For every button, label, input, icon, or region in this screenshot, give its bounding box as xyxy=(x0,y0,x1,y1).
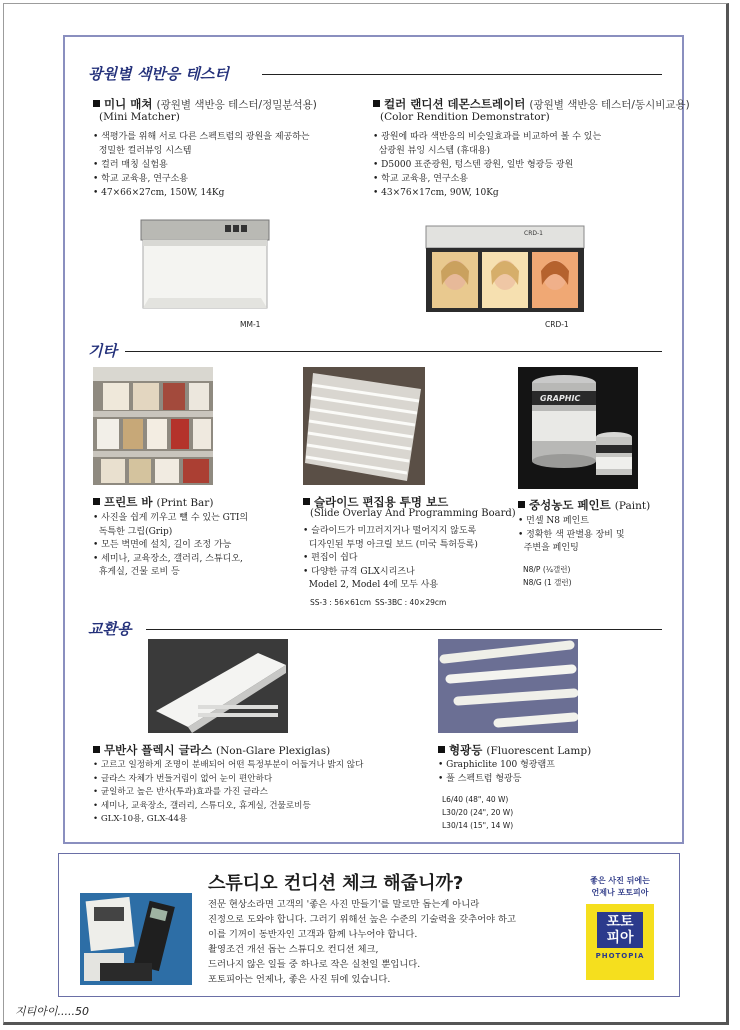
paint-spec-1: N8/P (¼갤런) xyxy=(523,565,571,574)
print-bar-photo xyxy=(93,367,213,485)
lamp-spec-1: L6/40 (48", 40 W) xyxy=(442,795,509,804)
lamp-heading: 형광등 (Fluorescent Lamp) xyxy=(438,742,591,758)
promo-line: 포토피아는 언제나, 좋은 사진 뒤에 있습니다. xyxy=(208,974,391,985)
promo-line: 촬영조건 개선 돕는 스튜디오 컨디션 체크, xyxy=(208,944,379,955)
slide-board-photo xyxy=(303,367,425,485)
plexiglas-photo xyxy=(148,639,288,733)
slide-board-spec-2: SS-3BC : 40×29cm xyxy=(375,598,447,607)
promo-headline: 스튜디오 컨디션 체크 해줍니까? xyxy=(208,873,464,894)
slide-board-spec-1: SS-3 : 56×61cm xyxy=(310,598,372,607)
slide-board-english: (Slide Overlay And Programming Board) xyxy=(310,508,516,519)
logo-text-en: PHOTOPIA xyxy=(595,952,645,960)
section-rule xyxy=(125,351,662,352)
promo-line: 드러나지 않은 일들 중 하나로 작은 실천일 뿐입니다. xyxy=(208,959,421,970)
slide-board-bullets: • 슬라이드가 미끄러지거나 떨어지지 않도록 디자인된 투명 아크릴 보드 (미국 특허등록) • 편집이 쉽다 • 다양한 규격 GLX시리즈나 Model 2, Model 4에 모두 사용 xyxy=(303,525,478,593)
mini-matcher-photo xyxy=(135,218,275,313)
paint-can-brand: GRAPHIC xyxy=(540,394,581,403)
mini-matcher-english: (Mini Matcher) xyxy=(99,111,180,123)
mini-matcher-bullets: • 색평가를 위해 서로 다른 스펙트럼의 광원을 제공하는 정밀한 컬러뷰잉 시스템 • 컬러 매칭 실험용 • 학교 교육용, 연구소용 • 47×66×27cm, 150W, 14Kg xyxy=(93,130,310,200)
lamp-bullets: • Graphiclite 100 형광램프 • 풀 스펙트럼 형광등 xyxy=(438,759,555,786)
print-bar-bullets: • 사진을 쉽게 끼우고 뺄 수 있는 GTI의 독특한 그립(Grip) • 모든 벽면에 설치, 길이 조정 가능 • 세미나, 교육장소, 갤러리, 스튜디오, 휴게실, 건물 로비 등 xyxy=(93,512,248,580)
crd-english: (Color Rendition Demonstrator) xyxy=(380,111,550,123)
logo-text-2: 피아 xyxy=(606,930,634,946)
section-title-replacement: 교환용 xyxy=(88,620,132,638)
crd-caption: CRD-1 xyxy=(545,320,569,329)
mini-matcher-heading: 미니 매쳐 (광원별 색반응 테스터/정밀분석용) xyxy=(93,96,317,112)
slide-board-heading: 슬라이드 편집용 투명 보드 xyxy=(303,494,448,510)
plexiglas-bullets: • 고르고 일정하게 조명이 분배되어 어떤 특정부분이 어둡거나 밝지 않다 • 글라스 자체가 번들거림이 없어 눈이 편안하다 • 균일하고 높은 반사(투과)효과를 가진 글라스 • 세미나, 교육장소, 갤러리, 스튜디오, 휴게실, 건물로비등 • GLX-10용, GLX-44용 xyxy=(93,759,363,827)
section-title-light-tester: 광원별 색반응 테스터 xyxy=(88,65,229,83)
fluorescent-lamp-photo xyxy=(438,639,578,733)
crd-device-label: CRD-1 xyxy=(524,230,543,237)
crd-heading: 컬러 랜디션 데몬스트레이터 (광원별 색반응 테스터/동시비교용) xyxy=(373,96,690,112)
paint-can-photo xyxy=(518,367,638,489)
crd-photo xyxy=(424,223,586,315)
promo-slogan: 좋은 사진 뒤에는 언제나 포토피아 xyxy=(590,876,650,897)
section-rule xyxy=(146,629,662,630)
print-bar-heading: 프린트 바 (Print Bar) xyxy=(93,494,213,510)
paint-heading: 중성농도 페인트 (Paint) xyxy=(518,497,650,513)
mini-matcher-caption: MM-1 xyxy=(240,320,261,329)
promo-line: 진정으로 도와야 합니다. 그러기 위해선 높은 수준의 기술력을 갖추어야 하고 xyxy=(208,914,516,925)
plexiglas-heading: 무반사 플렉시 글라스 (Non-Glare Plexiglas) xyxy=(93,742,330,758)
logo-text-1: 포토 xyxy=(606,914,634,930)
page-footer: 지티아이.....50 xyxy=(15,1005,89,1018)
lamp-spec-3: L30/14 (15", 14 W) xyxy=(442,821,514,830)
section-title-etc: 기타 xyxy=(88,342,117,360)
promo-line: 이를 기꺼이 동반자인 고객과 함께 나누어야 합니다. xyxy=(208,929,418,940)
promo-line: 전문 현상소라면 고객의 '좋은 사진 만들기'를 말로만 돕는게 아니라 xyxy=(208,899,480,910)
photopia-logo xyxy=(586,904,654,980)
crd-bullets: • 광원에 따라 색반응의 비슷일효과를 비교하여 볼 수 있는 삼광원 뷰잉 시스템 (휴대용) • D5000 표준광원, 텅스텐 광원, 일반 형광등 광원 • 학교 교육용, 연구소용 • 43×76×17cm, 90W, 10Kg xyxy=(373,130,601,200)
paint-spec-2: N8/G (1 갤런) xyxy=(523,578,572,587)
light-meter-photo xyxy=(80,893,192,985)
section-rule xyxy=(262,74,662,75)
lamp-spec-2: L30/20 (24", 20 W) xyxy=(442,808,514,817)
paint-bullets: • 먼셀 N8 페인트 • 정확한 색 판별용 장비 및 주변을 페인팅 xyxy=(518,515,625,556)
promo-body xyxy=(208,897,516,987)
